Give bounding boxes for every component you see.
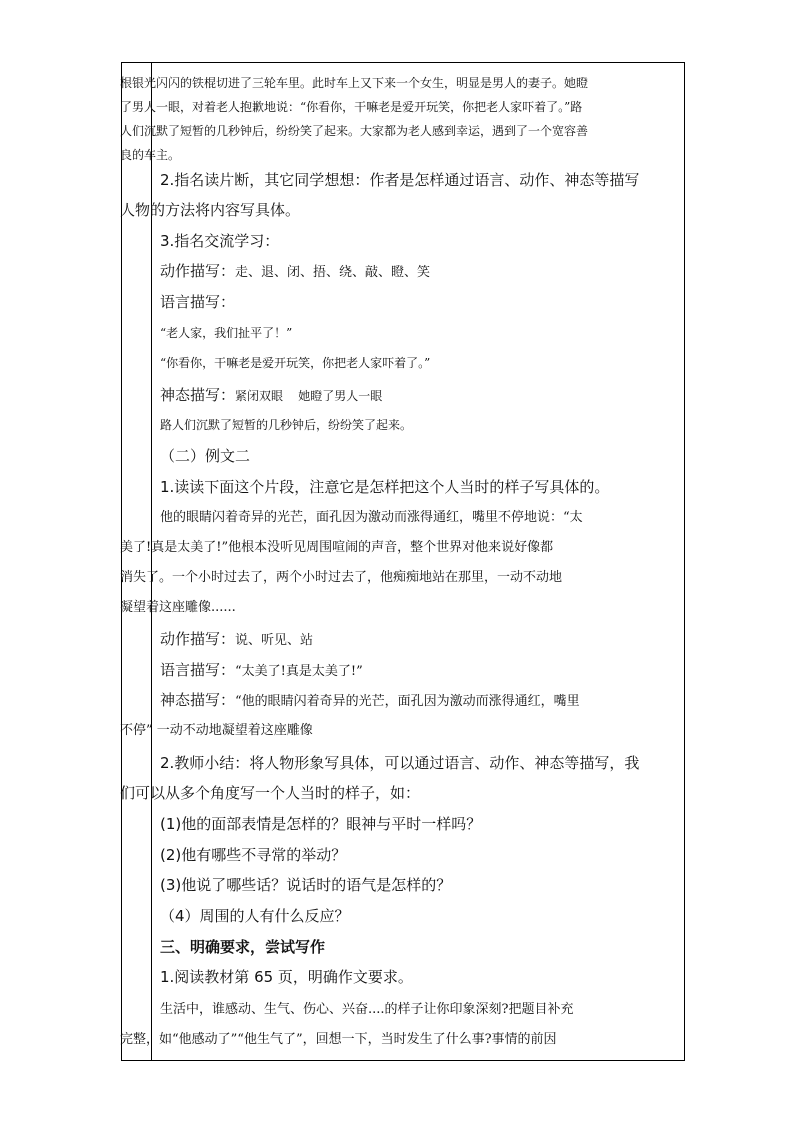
lang1-label: 语言描写： — [160, 293, 236, 311]
lang1-quote: “你看你，干嘛老是爱开玩笑，你把老人家吓着了。” — [160, 356, 431, 370]
summary-line: 2.教师小结：将人物形象写具体，可以通过语言、动作、神态等描写，我 — [160, 754, 640, 772]
excerpt2-line: 美了!真是太美了!”他根本没听见周围喧闹的声音，整个世界对他来说好像都 — [120, 540, 554, 555]
excerpt1-line: 人们沉默了短暂的几秒钟后，纷纷笑了起来。大家都为老人感到幸运，遇到了一个宽容善 — [120, 124, 589, 138]
question-item: (1)他的面部表情是怎样的？眼神与平时一样吗？ — [160, 815, 482, 833]
action2-text: 说、听见、站 — [235, 633, 314, 648]
demeanor1-text: 紧闭双眼 她瞪了男人一眼 — [235, 389, 383, 403]
demeanor1-more: 路人们沉默了短暂的几秒钟后，纷纷笑了起来。 — [160, 418, 413, 432]
question-item: （4）周围的人有什么反应？ — [160, 907, 350, 925]
demeanor2-text: “他的眼睛闪着奇异的光芒，面孔因为激动而涨得通红，嘴里 — [235, 694, 580, 709]
lang2-text: “太美了!真是太美了!” — [235, 664, 363, 679]
lang1-quote: “老人家，我们扯平了！” — [160, 326, 293, 340]
example2-heading: （二）例文二 — [160, 447, 251, 465]
action2-label: 动作描写： — [160, 630, 236, 648]
section3-step1: 1.阅读教材第 65 页，明确作文要求。 — [160, 968, 413, 986]
summary-line: 们可以从多个角度写一个人当时的样子，如： — [120, 784, 421, 802]
question-item: (3)他说了哪些话？说话时的语气是怎样的？ — [160, 876, 452, 894]
excerpt2-line: 凝望着这座雕像...... — [120, 600, 236, 615]
action1-row — [160, 260, 430, 281]
requirement-line: 生活中，谁感动、生气、伤心、兴奋....的样子让你印象深刻?把题目补充 — [160, 1002, 574, 1017]
demeanor1-label: 神态描写： — [160, 386, 236, 404]
demeanor2-label: 神态描写： — [160, 691, 236, 709]
excerpt1-line: 根银光闪闪的铁棍切进了三轮车里。此时车上又下来一个女生，明显是男人的妻子。她瞪 — [120, 76, 589, 90]
demeanor2-more: 不停” 一动不动地凝望着这座雕像 — [120, 723, 313, 738]
step3-line: 3.指名交流学习： — [160, 232, 280, 250]
action2-row — [160, 628, 313, 649]
demeanor1-row — [160, 384, 382, 405]
requirement-line: 完整，如“他感动了”“他生气了”，回想一下，当时发生了什么事?事情的前因 — [120, 1032, 557, 1047]
lang2-label: 语言描写： — [160, 661, 236, 679]
section3-heading: 三、明确要求，尝试写作 — [160, 938, 326, 956]
excerpt1-line: 了男人一眼，对着老人抱歉地说：“你看你，干嘛老是爱开玩笑，你把老人家吓着了。”路 — [120, 100, 583, 114]
excerpt1-line: 良的车主。 — [120, 148, 181, 162]
action1-label: 动作描写： — [160, 262, 236, 280]
demeanor2-row — [160, 689, 580, 710]
question-item: (2)他有哪些不寻常的举动？ — [160, 846, 347, 864]
excerpt2-line: 消失了。一个小时过去了，两个小时过去了，他痴痴地站在那里，一动不动地 — [120, 570, 563, 585]
step2-line: 2.指名读片断，其它同学想想：作者是怎样通过语言、动作、神态等描写 — [160, 171, 640, 189]
excerpt2-line: 他的眼睛闪着奇异的光芒，面孔因为激动而涨得通红，嘴里不停地说：“太 — [160, 510, 583, 525]
action1-text: 走、退、闭、捂、绕、敲、瞪、笑 — [235, 265, 431, 280]
example2-step1: 1.读读下面这个片段，注意它是怎样把这个人当时的样子写具体的。 — [160, 478, 610, 496]
step2-line: 人物的方法将内容写具体。 — [120, 201, 301, 219]
lang2-row — [160, 659, 363, 680]
